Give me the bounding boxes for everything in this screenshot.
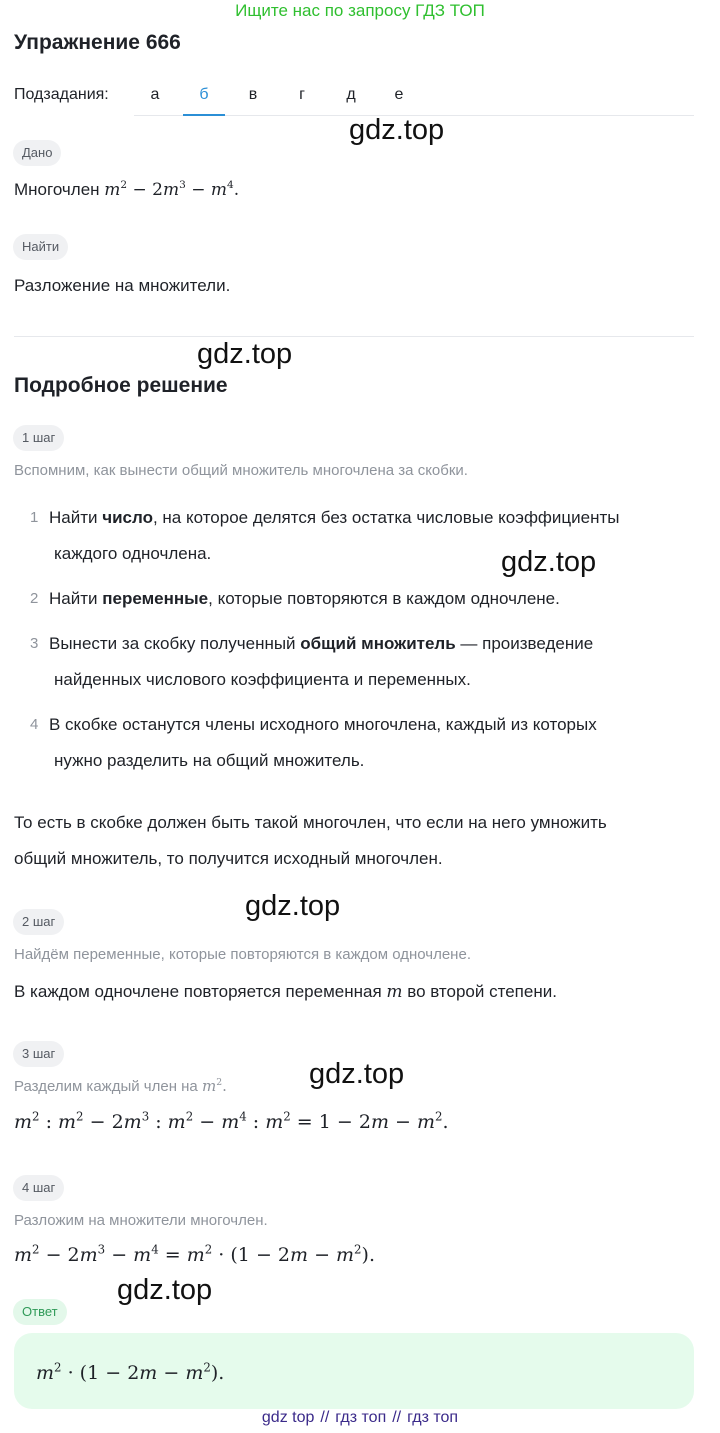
footer-separator: // [320, 1409, 330, 1426]
list-item-number: 2 [30, 590, 39, 607]
given-text [14, 178, 239, 202]
list-item-bold: число [102, 508, 153, 527]
list-item [30, 626, 690, 707]
list-item-line2: нужно разделить на общий множитель. [54, 751, 365, 770]
step2-hint: Найдём переменные, которые повторяются в каждом одночлене. [14, 946, 471, 963]
subtask-tab-b[interactable]: б [183, 78, 225, 116]
list-item-number: 1 [30, 509, 39, 526]
given-text-prefix: Многочлен [14, 180, 100, 199]
list-item-number: 3 [30, 635, 39, 652]
find-chip: Найти [13, 234, 68, 260]
list-item-pre: Найти [49, 508, 103, 527]
find-chip-wrap [13, 234, 68, 260]
footer-link[interactable]: gdz top [261, 1409, 315, 1426]
footer-link[interactable]: гдз топ [407, 1409, 459, 1426]
step2-chip: 2 шаг [13, 909, 64, 935]
footer-links [0, 1407, 720, 1429]
list-item-bold: переменные [102, 589, 209, 608]
given-chip: Дано [13, 140, 61, 166]
list-item-number: 4 [30, 716, 39, 733]
step3-equation: $m^2$ : $m^2 - 2m^3$ : $m^2 - m^4$ : $m^2 = 1 - 2m - m^2$. [14, 1109, 449, 1133]
subtask-tab-v[interactable]: в [248, 86, 258, 103]
list-item-pre: Найти [49, 589, 103, 608]
steps-list [30, 500, 690, 788]
list-item-pre: Вынести за скобку полученный [49, 634, 301, 653]
step1-chip-wrap [13, 425, 64, 451]
step4-equation: $m^2 - 2m^3 - m^4 = m^2 \cdot (1 - 2m - m^2)$. [14, 1242, 375, 1266]
step4-hint: Разложим на множители многочлен. [14, 1212, 268, 1229]
watermark: gdz.top [197, 338, 293, 370]
watermark: gdz.top [245, 890, 341, 922]
solution-heading: Подробное решение [14, 374, 228, 397]
step4-chip: 4 шаг [13, 1175, 64, 1201]
watermark: gdz.top [309, 1058, 405, 1090]
step1-summary-line1: То есть в скобке должен быть такой многочлен, что если на него умножить [14, 813, 607, 832]
page-title: Упражнение 666 [14, 31, 181, 54]
footer-separator: // [392, 1409, 402, 1426]
list-item-line1 [49, 500, 620, 536]
list-item-line1 [49, 626, 593, 662]
step1-hint: Вспомним, как вынести общий множитель многочлена за скобки. [14, 462, 468, 479]
list-item [30, 581, 690, 626]
step3-hint [14, 1076, 227, 1097]
subtasks-tabs [134, 78, 694, 116]
watermark: gdz.top [501, 546, 597, 578]
promo-banner[interactable]: Ищите нас по запросу ГДЗ ТОП [235, 1, 485, 20]
footer-link[interactable]: гдз топ [335, 1409, 387, 1426]
list-item-post: — произведение [455, 634, 594, 653]
list-item-line2: найденных числового коэффициента и переменных. [54, 670, 471, 689]
subtask-tab-d[interactable]: д [346, 86, 356, 103]
step3-chip-wrap [13, 1041, 64, 1067]
list-item [30, 707, 690, 788]
watermark: gdz.top [117, 1274, 213, 1306]
subtask-tab-a[interactable]: а [150, 86, 160, 103]
given-polynomial: $m^2 - 2m^3 - m^4$. [104, 179, 240, 200]
step2-variable: m [386, 982, 403, 1002]
list-item-post: , на которое делятся без остатка числовые коэффициенты [152, 508, 620, 527]
list-item-post: , которые повторяются в каждом одночлене. [208, 589, 560, 608]
answer-chip-wrap [13, 1299, 67, 1325]
step2-text-pre: В каждом одночлене повторяется переменная [14, 982, 382, 1001]
section-divider [14, 336, 694, 337]
list-item-line1: В скобке останутся члены исходного многочлена, каждый из которых [49, 715, 597, 734]
step3-chip: 3 шаг [13, 1041, 64, 1067]
answer-expression: $m^2 \cdot (1 - 2m - m^2)$. [36, 1360, 225, 1384]
subtask-tab-e[interactable]: е [394, 86, 404, 103]
subtasks-label: Подзадания: [14, 86, 109, 103]
step1-summary-line2: общий множитель, то получится исходный многочлен. [14, 849, 443, 868]
list-item-bold: общий множитель [300, 634, 456, 653]
step1-chip: 1 шаг [13, 425, 64, 451]
step2-chip-wrap [13, 909, 64, 935]
given-chip-wrap [13, 140, 61, 166]
watermark: gdz.top [349, 114, 445, 146]
find-text: Разложение на множители. [14, 276, 231, 295]
step3-hint-math: $m^2$. [201, 1076, 227, 1095]
list-item-line1 [49, 581, 560, 617]
answer-chip: Ответ [13, 1299, 67, 1325]
list-item-line2: каждого одночлена. [54, 544, 212, 563]
subtask-tab-g[interactable]: г [299, 86, 305, 103]
step3-hint-text: Разделим каждый член на [14, 1078, 198, 1095]
step2-text [14, 980, 557, 1004]
step2-text-post: во второй степени. [407, 982, 557, 1001]
step4-chip-wrap [13, 1175, 64, 1201]
